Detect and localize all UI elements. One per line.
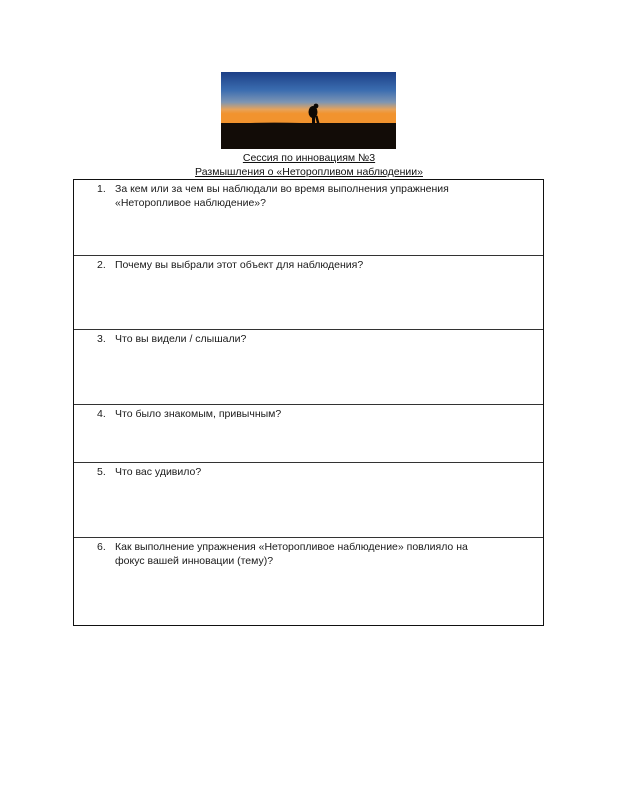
question-text: Что вас удивило?	[115, 466, 202, 478]
question-number: 3.	[97, 333, 106, 345]
question-number: 1.	[97, 183, 106, 195]
document-subtitle: Размышления о «Неторопливом наблюдении»	[195, 166, 423, 178]
questions-table	[73, 179, 544, 626]
question-text: За кем или за чем вы наблюдали во время выполнения упражнения «Неторопливое наблюдение»?	[115, 183, 449, 209]
question-number: 5.	[97, 466, 106, 478]
question-row-3[interactable]	[74, 329, 543, 404]
question-row-1[interactable]	[74, 180, 543, 255]
question-row-5[interactable]	[74, 462, 543, 537]
question-number: 6.	[97, 541, 106, 553]
question-row-6[interactable]	[74, 537, 543, 625]
question-text: Как выполнение упражнения «Неторопливое наблюдение» повлияло на фокус вашей инновации (тему)?	[115, 541, 468, 567]
question-number: 2.	[97, 259, 106, 271]
question-row-2[interactable]	[74, 255, 543, 329]
question-row-4[interactable]	[74, 404, 543, 462]
question-number: 4.	[97, 408, 106, 420]
question-text: Что было знакомым, привычным?	[115, 408, 282, 420]
question-text: Почему вы выбрали этот объект для наблюдения?	[115, 259, 364, 271]
hero-image-sunset-hiker	[221, 72, 396, 149]
question-text: Что вы видели / слышали?	[115, 333, 247, 345]
document-title: Сессия по инновациям №3	[242, 152, 376, 164]
